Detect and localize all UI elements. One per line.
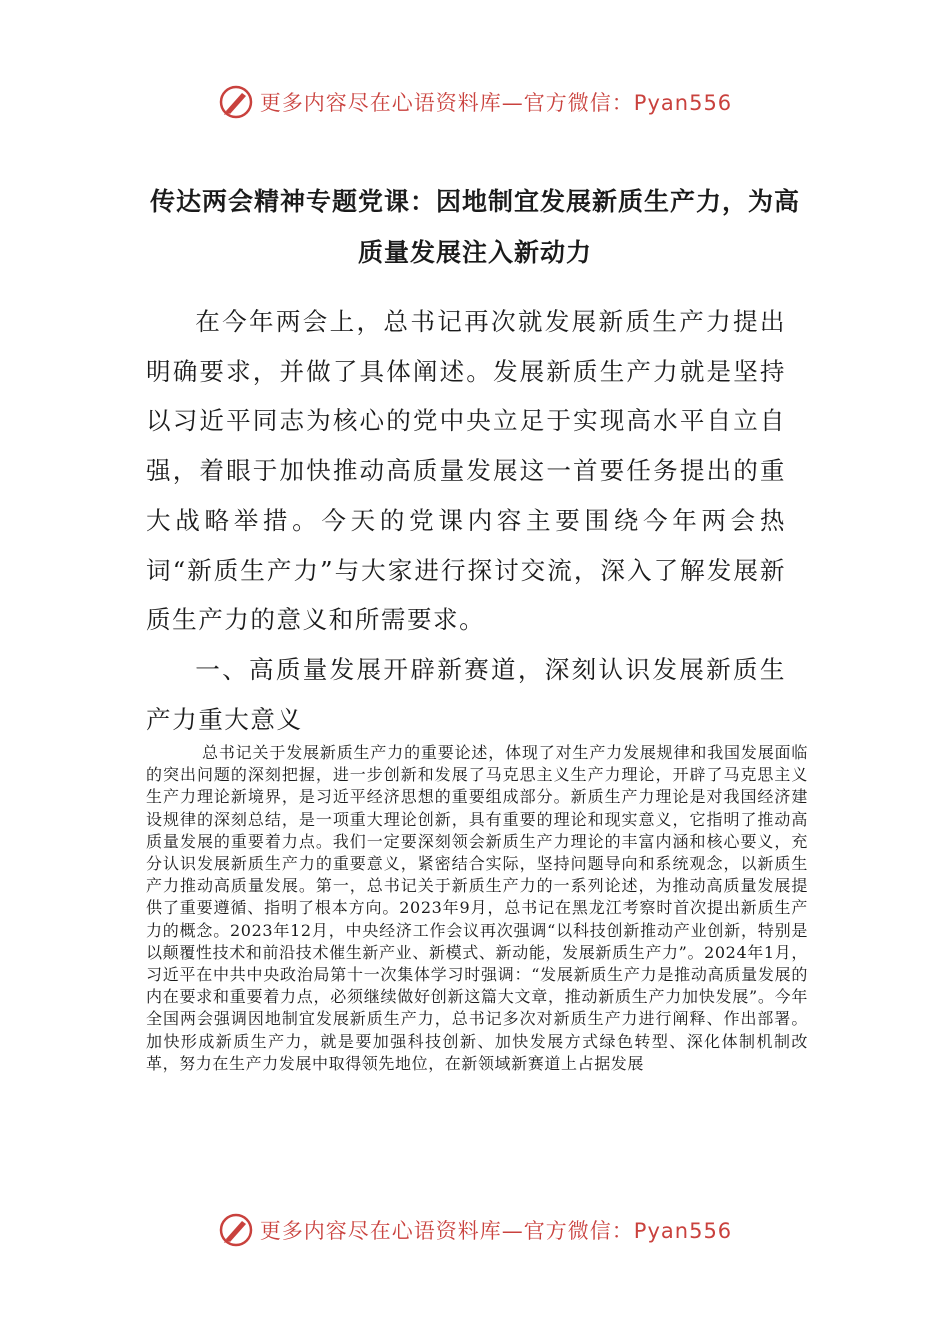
watermark-banner-bottom [0, 1210, 950, 1250]
watermark-text: 更多内容尽在心语资料库—官方微信：Pyan556 [259, 91, 733, 115]
watermark-banner-top [0, 82, 950, 122]
pen-logo-icon [218, 1212, 254, 1248]
small-text-block [146, 742, 808, 1075]
title-line-1: 传达两会精神专题党课：因地制宜发展新质生产力，为高 [150, 187, 801, 216]
section-1-body: 总书记关于发展新质生产力的重要论述，体现了对生产力发展规律和我国发展面临的突出问题的深刻把握，进一步创新和发展了马克思主义生产力理论，开辟了马克思主义生产力理论新境界，是习近平经济思想的重要组成部分。新质生产力理论是对我国经济建设规律的深刻总结，是一项重大理论创新，具有重要的理论和现实意义，它指明了推动高质量发展的重要着力点。我们一定要深刻领会新质生产力理论的丰富内涵和核心要义，充分认识发展新质生产力的重要意义，紧密结合实际，坚持问题导向和系统观念，以新质生产力推动高质量发展。第一，总书记关于新质生产力的一系列论述，为推动高质量发展提供了重要遵循、指明了根本方向。2023年9月，总书记在黑龙江考察时首次提出新质生产力的概念。2023年12月，中央经济工作会议再次强调“以科技创新推动产业创新，特别是以颠覆性技术和前沿技术催生新产业、新模式、新动能，发展新质生产力”。2024年1月，习近平在中共中央政治局第十一次集体学习时强调：“发展新质生产力是推动高质量发展的内在要求和重要着力点，必须继续做好创新这篇大文章，推动新质生产力加快发展”。今年全国两会强调因地制宜发展新质生产力，总书记多次对新质生产力进行阐释、作出部署。加快形成新质生产力，就是要加强科技创新、加快发展方式绿色转型、深化体制机制改革，努力在生产力发展中取得领先地位，在新领域新赛道上占据发展 [146, 743, 808, 1073]
watermark-text: 更多内容尽在心语资料库—官方微信：Pyan556 [259, 1219, 733, 1243]
intro-paragraph: 在今年两会上，总书记再次就发展新质生产力提出明确要求，并做了具体阐述。发展新质生产力就是坚持以习近平同志为核心的党中央立足于实现高水平自立自强，着眼于加快推动高质量发展这一首要任务提出的重大战略举措。今天的党课内容主要围绕今年两会热词“新质生产力”与大家进行探讨交流，深入了解发展新质生产力的意义和所需要求。 [146, 307, 786, 635]
section-1-heading: 一、高质量发展开辟新赛道，深刻认识发展新质生产力重大意义 [146, 654, 786, 734]
title-line-2: 质量发展注入新动力 [357, 238, 592, 267]
pen-logo-icon [218, 84, 254, 120]
document-title [150, 176, 800, 278]
large-text-block [146, 297, 786, 744]
